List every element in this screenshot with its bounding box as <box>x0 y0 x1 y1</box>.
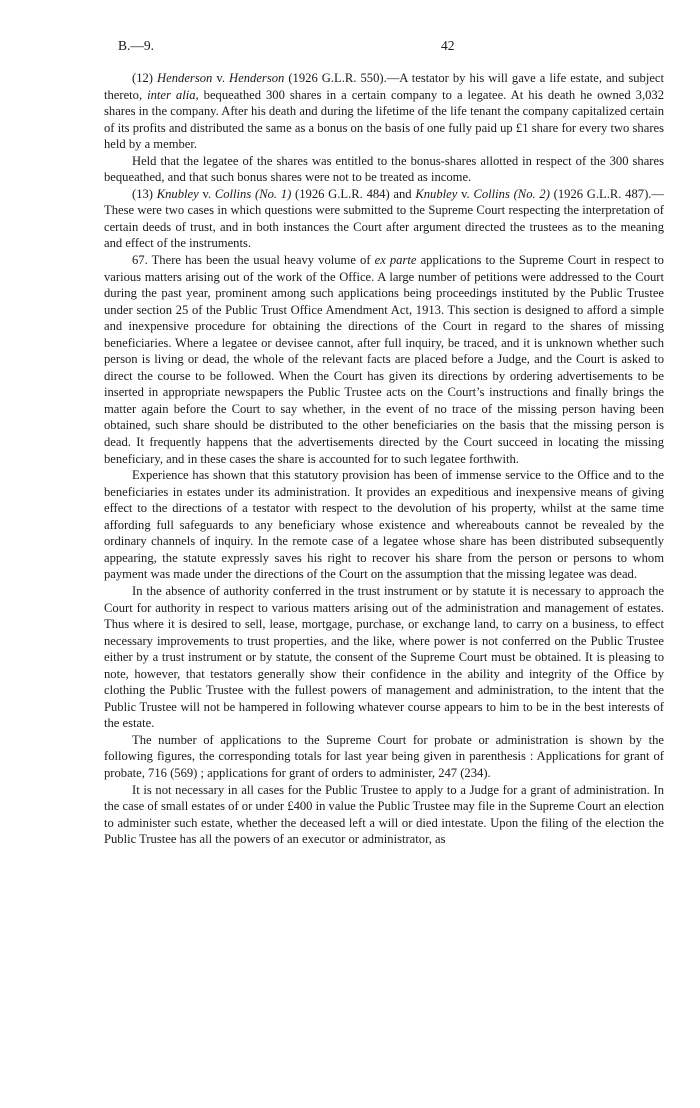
page-number: 42 <box>441 38 455 53</box>
document-reference: B.—9. <box>118 38 155 53</box>
versus: v. <box>198 186 215 201</box>
latin-phrase: ex parte <box>374 253 417 268</box>
paragraph-67 <box>104 252 664 467</box>
versus: v. <box>212 71 230 85</box>
case-number: (12) <box>132 71 158 85</box>
paragraph-applications-count: The number of applications to the Supreme Court for probate or administration is shown by the following figures, the corresponding totals for last year being given in parenthesis : Applications for grant of probate, 716 (569) ; applications for grant of orders to administer, 247 (234). <box>104 732 664 780</box>
versus: v. <box>457 186 474 201</box>
case-party: Henderson <box>157 71 213 85</box>
paragraph-small-estates: It is not necessary in all cases for the Public Trustee to apply to a Judge for a grant of administration. In the case of small estates of or under £400 in value the Public Trustee may file in the Supreme Court an election to administer such estate, whether the deceased left a will or died intestate. Upon the filing of the election the Public Trustee has all the powers of an executor or administrator, as <box>104 782 664 847</box>
paragraph-text: bequeathed 300 shares in a certain company to a legatee. At his death he owned 3,032 shares in the company. After his death and during the lifetime of the life tenant the company capitalized certain of its profits and distributed the same as a bonus on the basis of one fully paid up £1 share for every two shares held by a member. <box>104 87 664 152</box>
case-party: Knubley <box>415 186 458 201</box>
paragraph-case-13 <box>104 186 664 252</box>
case-party: Henderson <box>229 71 285 85</box>
paragraph-text: (1926 G.L.R. 487).—These were two cases in which questions were submitted to the Supreme Court respecting the interpretation of certain deeds of trust, and in both instances the Court after argument directed the trustees as to the meaning and effect of the instruments. <box>104 186 665 251</box>
paragraph-text: (1926 G.L.R. 484) and <box>291 186 416 201</box>
paragraph-held: Held that the legatee of the shares was entitled to the bonus-shares allotted in respect of the 300 shares bequeathed, and that such bonus shares were not to be treated as income. <box>104 153 664 185</box>
paragraph-absence-of-authority: In the absence of authority conferred in the trust instrument or by statute it is necessary to approach the Court for authority in respect to various matters arising out of the administration and management of estates. Thus where it is desired to sell, lease, mortgage, purchase, or exchange land, to carry on a business, to effect necessary improvements to trust properties, and the like, where power is not conferred on the Public Trustee either by a trust instrument or by statute, the consent of the Supreme Court must be obtained. It is pleasing to note, however, that testators generally show their confidence in the ability and integrity of the Office by clothing the Public Trustee with the fullest powers of management and administration, to the intent that the Public Trustee will not be hampered in following whatever course appears to him to be in the best interests of the estate. <box>104 583 664 731</box>
case-party: Collins (No. 1) <box>214 186 292 201</box>
paragraph-text: (1926 G.L.R. 550).—A testator by his will gave a life estate, and subject thereto, <box>104 71 664 102</box>
case-number: (13) <box>132 186 157 201</box>
page-header <box>104 38 664 58</box>
body-text <box>104 70 664 848</box>
paragraph-experience: Experience has shown that this statutory provision has been of immense service to the Office and to the beneficiaries in estates under its administration. It provides an expeditious and inexpensive means of giving effect to the directions of a testator with respect to the devolution of his property, whilst at the same time affording full safeguards to any beneficiary whose existence and whereabouts cannot be revealed by the ordinary channels of inquiry. In the remote case of a legatee whose share has been distributed subsequently appearing, the statute expressly saves his right to recover his share from the person or persons to whom payment was made under the directions of the Court on the assumption that the missing legatee was dead. <box>104 468 664 582</box>
latin-phrase: inter alia, <box>147 87 199 102</box>
paragraph-case-12 <box>104 70 664 153</box>
paragraph-text: applications to the Supreme Court in respect to various matters arising out of the work of the Office. A large number of petitions were addressed to the Court during the past year, prominent among such applications being proceedings instituted by the Public Trustee under section 25 of the Public Trust Office Amendment Act, 1913. This section is designed to afford a simple and inexpensive procedure for obtaining the directions of the Court in regard to the shares of missing beneficiaries. Where a legatee or devisee cannot, after full inquiry, be traced, and it is unknown whether such person is living or dead, the whole of the relevant facts are placed before a Judge, and the Court is asked to direct the course to be followed. When the Court has given its directions by ordering advertisements to be inserted in appropriate newspapers the Public Trustee acts on the Court’s instructions and finally brings the matter again before the Court to say whether, in the event of no trace of the missing person having been obtained, such share should be distributed to the other beneficiaries on the basis that the missing person is dead. It frequently happens that the advertisements directed by the Court succeed in locating the missing beneficiary, and in these cases the share is accounted for to such legatee forthwith. <box>104 253 664 466</box>
case-party: Knubley <box>156 186 199 201</box>
paragraph-text: 67. There has been the usual heavy volume of <box>132 253 375 268</box>
case-party: Collins (No. 2) <box>473 186 550 201</box>
